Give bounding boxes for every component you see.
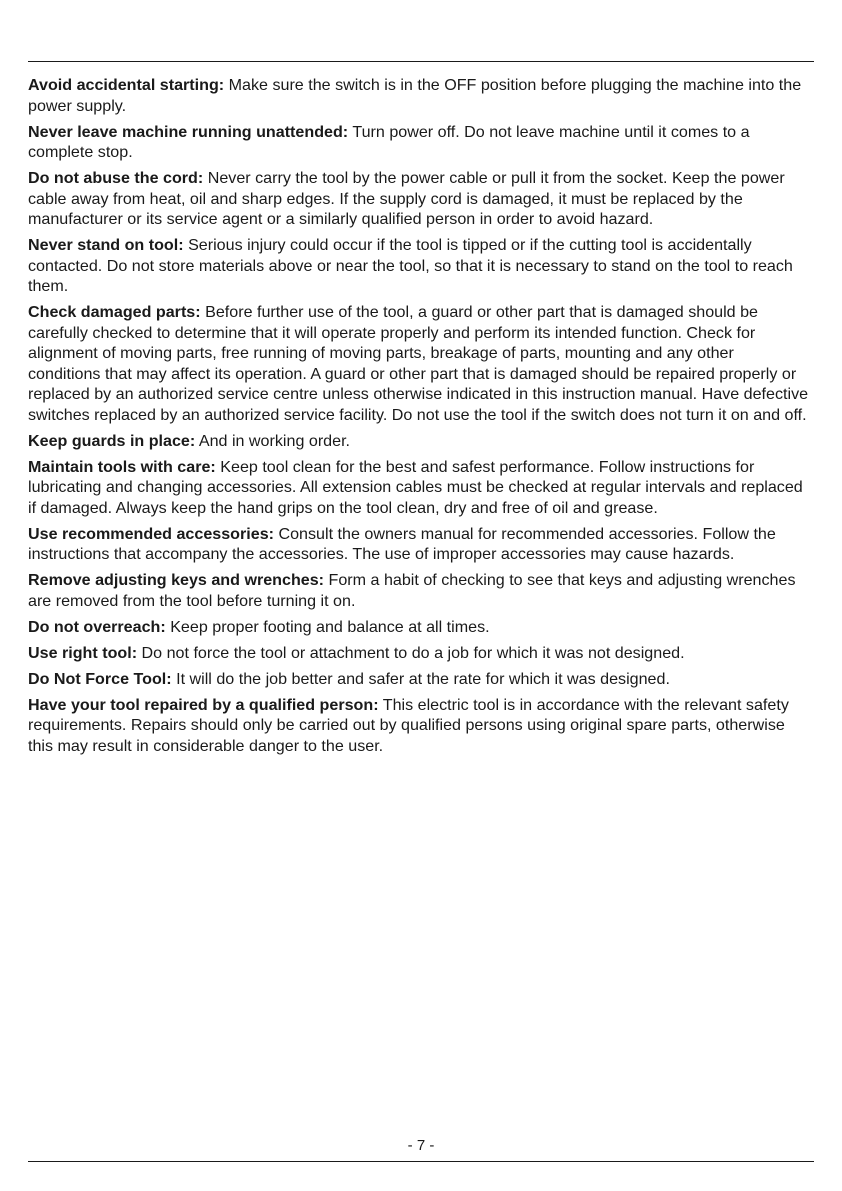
instruction-paragraph <box>28 457 810 519</box>
instruction-term: Maintain tools with care: <box>28 457 216 476</box>
top-rule <box>28 61 814 62</box>
instruction-paragraph <box>28 617 810 638</box>
instruction-text: Form a habit of checking to see that keys and adjusting wrenches are removed from the tool before turning it on. <box>28 571 796 610</box>
instruction-text: This electric tool is in accordance with the relevant safety requirements. Repairs should only be carried out by qualified persons using original spare parts, otherwise this may result in considerable danger to the user. <box>28 695 789 755</box>
instruction-paragraph <box>28 75 810 116</box>
bottom-rule <box>28 1161 814 1162</box>
instruction-text: Serious injury could occur if the tool is tipped or if the cutting tool is accidentally contacted. Do not store materials above or near the tool, so that it is necessary to stand on the tool to reach them. <box>28 236 793 295</box>
instruction-term: Do not overreach: <box>28 617 166 636</box>
instruction-term: Remove adjusting keys and wrenches: <box>28 571 325 589</box>
instruction-text: And in working order. <box>195 431 351 450</box>
instruction-text: Do not force the tool or attachment to do a job for which it was not designed. <box>137 643 685 662</box>
instructions-list <box>28 75 810 762</box>
instruction-term: Do not abuse the cord: <box>28 169 204 187</box>
instruction-text: Never carry the tool by the power cable or pull it from the socket. Keep the power cable away from heat, oil and sharp edges. If the supply cord is damaged, it must be replaced by the manufacturer or its service agent or a similarly qualified person in order to avoid hazard. <box>28 169 785 228</box>
instruction-paragraph <box>28 431 810 452</box>
instruction-text: Keep proper footing and balance at all times. <box>165 617 490 636</box>
instruction-term: Never leave machine running unattended: <box>28 122 349 141</box>
instruction-paragraph <box>28 695 810 757</box>
instruction-paragraph <box>28 235 810 297</box>
instruction-paragraph <box>28 122 810 163</box>
instruction-term: Avoid accidental starting: <box>28 76 225 94</box>
instruction-text: Keep tool clean for the best and safest performance. Follow instructions for lubricating and changing accessories. All extension cables must be checked at regular intervals and replaced if damaged. Always keep the hand grips on the tool clean, dry and free of oil and grease. <box>28 457 803 517</box>
instruction-paragraph <box>28 643 810 664</box>
instruction-text: Turn power off. Do not leave machine until it comes to a complete stop. <box>28 122 750 161</box>
instruction-paragraph <box>28 570 810 611</box>
instruction-text: Make sure the switch is in the OFF position before plugging the machine into the power supply. <box>28 76 802 115</box>
instruction-term: Do Not Force Tool: <box>28 669 172 688</box>
instruction-term: Have your tool repaired by a qualified person: <box>28 695 379 714</box>
page-number: - 7 - <box>407 1137 435 1154</box>
instruction-term: Check damaged parts: <box>28 303 201 321</box>
instruction-term: Use right tool: <box>28 643 138 662</box>
instruction-paragraph <box>28 168 810 230</box>
instruction-paragraph <box>28 669 810 690</box>
instruction-text: It will do the job better and safer at the rate for which it was designed. <box>171 669 670 688</box>
instruction-paragraph <box>28 302 810 425</box>
instruction-text: Before further use of the tool, a guard or other part that is damaged should be carefully checked to determine that it will operate properly and perform its intended function. Check for alignment of moving parts, free running of moving parts, breakage of parts, mounting and any other conditions that may affect its operation. A guard or other part that is damaged should be repaired properly or replaced by an authorized service centre unless otherwise indicated in this instruction manual. Have defective switches replaced by an authorized service facility. Do not use the tool if the switch does not turn it on and off. <box>28 303 809 424</box>
instruction-term: Never stand on tool: <box>28 236 184 254</box>
instruction-text: Consult the owners manual for recommended accessories. Follow the instructions that accompany the accessories. The use of improper accessories may cause hazards. <box>28 524 776 563</box>
instruction-paragraph <box>28 524 810 565</box>
instruction-term: Use recommended accessories: <box>28 524 275 543</box>
instruction-term: Keep guards in place: <box>28 431 196 450</box>
